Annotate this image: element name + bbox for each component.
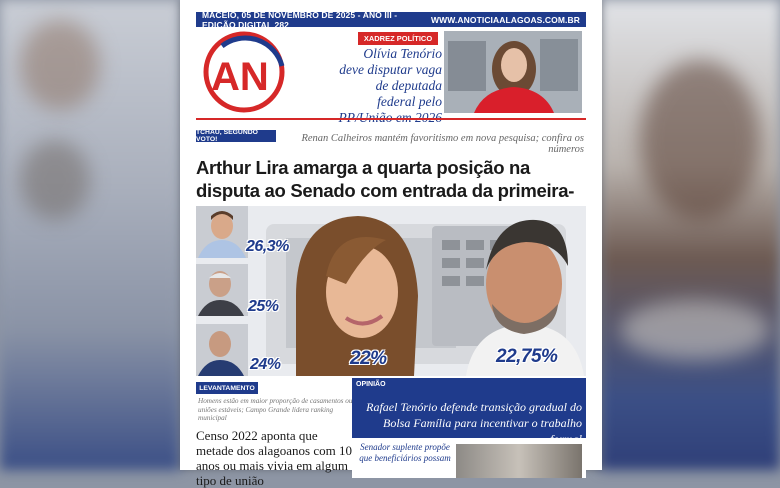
an-logo[interactable] (202, 30, 286, 114)
opinion-kicker: OPINIÃO (356, 381, 386, 388)
lead-illustration (196, 206, 586, 376)
top-story-teaser[interactable]: Olívia Tenório deve disputar vaga de deputada federal pelo (339, 46, 442, 109)
blur-shape (640, 60, 760, 220)
lead-kicker: TCHAU, SEGUNDO VOTO! (196, 130, 276, 142)
top-story-kicker: XADREZ POLÍTICO (358, 32, 438, 45)
lead-headline[interactable]: Arthur Lira amarga a quarta posição na disputa ao Senado com entrada da primeira- (196, 157, 575, 201)
portrait-2 (196, 264, 248, 316)
opinion-photo (456, 444, 582, 478)
blur-shape (20, 140, 90, 220)
edition-bar (196, 9, 586, 30)
poll-percent-man: 22,75% (496, 346, 558, 367)
opinion-footer (352, 438, 586, 478)
dateline: MACEIÓ, 05 DE NOVEMBRO DE 2025 - ANO III - EDIÇÃO DIGITAL 282 (202, 9, 398, 30)
newspaper-page (180, 0, 602, 488)
portrait-1 (196, 206, 248, 258)
opinion-sub: Senador suplente propõe que beneficiários possam (359, 442, 451, 463)
header-divider (196, 118, 586, 120)
logo-letter-a: AN (211, 55, 269, 99)
portrait-3 (196, 324, 248, 376)
blur-shape (20, 20, 100, 110)
top-story-photo (444, 31, 582, 113)
poll-percent-1: 26,3% (246, 238, 289, 255)
blur-shape (620, 300, 770, 360)
opinion-box (352, 378, 586, 478)
website-link[interactable]: WWW.ANOTICIAALAGOAS.COM.BR (431, 14, 580, 25)
poll-percent-woman: 22% (350, 348, 387, 369)
left-story-kicker: LEVANTAMENTO (196, 382, 258, 394)
left-story-headline[interactable]: Censo 2022 aponta que metade dos alagoanos com 10 anos ou mais vivia em algum tipo de união (196, 428, 352, 488)
lead-subline[interactable]: Renan Calheiros mantém favoritismo em nova pesquisa; confira os números (301, 133, 584, 155)
opinion-title[interactable]: Rafael Tenório defende transição gradual do Bolsa Família para incentivar o trabalho (366, 400, 582, 430)
left-story-summary: Homens estão em maior proporção de casamentos ou uniões estáveis; Campo Grande lidera ranking municipal (198, 397, 353, 423)
poll-percent-3: 24% (250, 356, 281, 373)
poll-percent-2: 25% (248, 298, 279, 315)
